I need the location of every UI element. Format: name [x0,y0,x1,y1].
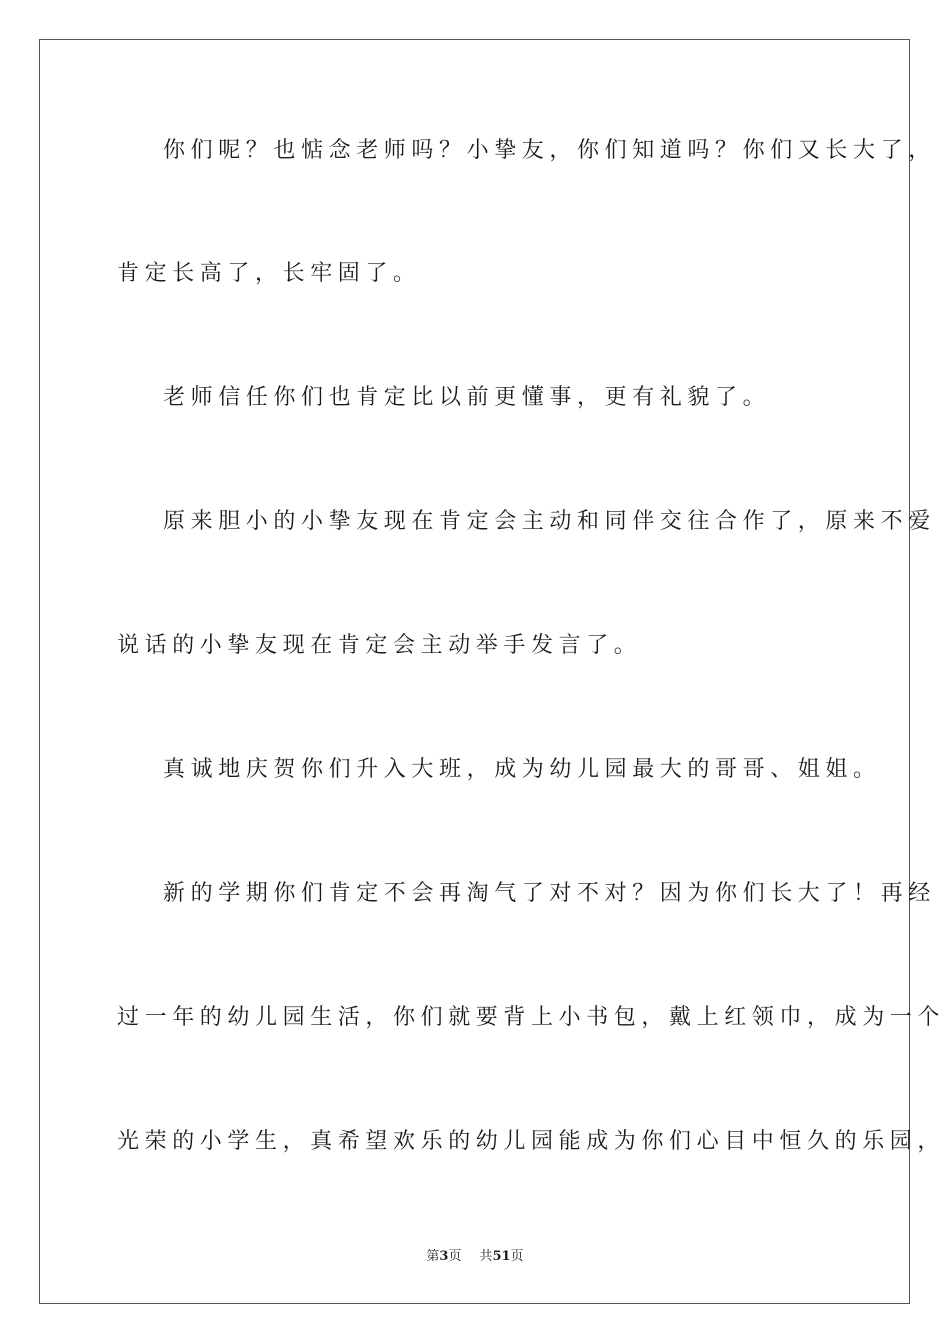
paragraph-line-7: 新的学期你们肯定不会再淘气了对不对？因为你们长大了！再经 [163,881,936,906]
paragraph-line-6: 真诚地庆贺你们升入大班，成为幼儿园最大的哥哥、姐姐。 [163,757,881,782]
page-total-suffix: 页 [510,1249,524,1264]
paragraph-line-9: 光荣的小学生，真希望欢乐的幼儿园能成为你们心目中恒久的乐园， [117,1129,946,1154]
paragraph-line-3: 老师信任你们也肯定比以前更懂事，更有礼貌了。 [163,385,771,410]
page-total-prefix: 共 [479,1249,493,1264]
page-total-count: 51 [492,1249,511,1264]
page-number-current: 3 [439,1249,449,1264]
paragraph-line-2: 肯定长高了，长牢固了。 [117,261,421,286]
paragraph-line-5: 说话的小挚友现在肯定会主动举手发言了。 [117,633,642,658]
page-number-suffix: 页 [448,1249,462,1264]
page-border [39,39,910,1304]
page-number-prefix: 第 [426,1249,440,1264]
page-footer [0,1248,950,1266]
paragraph-line-1: 你们呢？也惦念老师吗？小挚友，你们知道吗？你们又长大了， [163,138,936,163]
paragraph-line-4: 原来胆小的小挚友现在肯定会主动和同伴交往合作了，原来不爱 [163,509,936,534]
paragraph-line-8: 过一年的幼儿园生活，你们就要背上小书包，戴上红领巾，成为一个 [117,1005,946,1030]
